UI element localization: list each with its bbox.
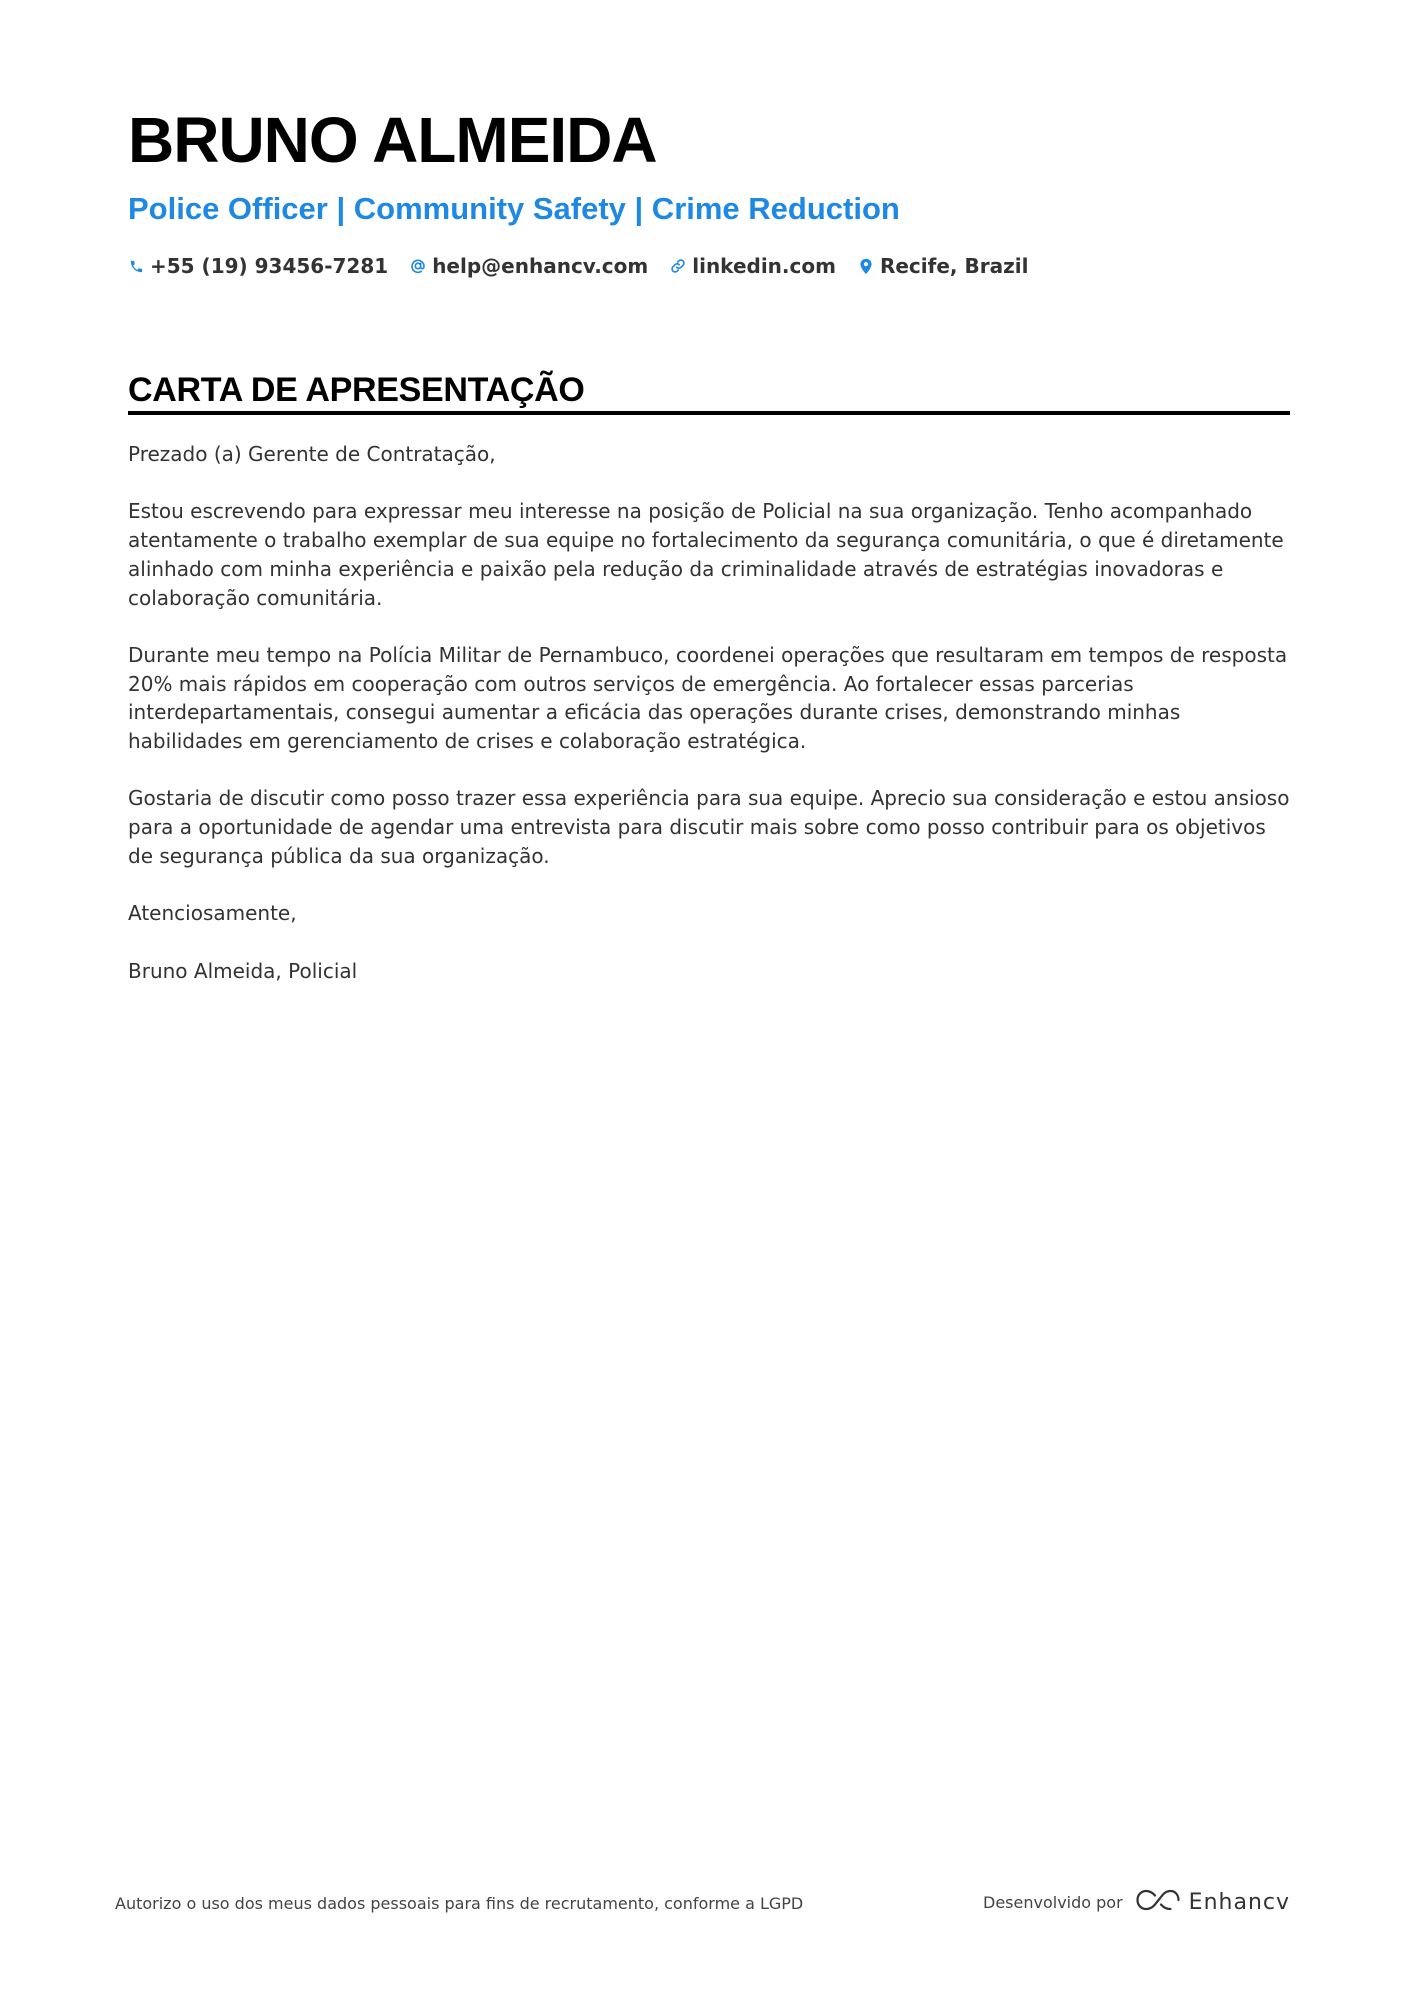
letter-paragraph: Durante meu tempo na Polícia Militar de Pernambuco, coordenei operações que resultaram em tempos de resposta 20% mais rápidos em cooperação com outros serviços de emergência. Ao fortalecer essas parcerias interdepartamentais, consegui aumentar a eficácia das operações durante crises, demonstrando minhas habilidades em gerenciamento de crises e colaboração estratégica. (128, 642, 1288, 753)
letter-greeting: Prezado (a) Gerente de Contratação, (128, 442, 496, 466)
powered-by[interactable] (983, 1888, 1290, 1917)
phone-icon (128, 257, 144, 275)
contact-phone-text: +55 (19) 93456-7281 (150, 254, 389, 278)
contact-email-text[interactable]: help@enhancv.com (432, 254, 649, 278)
letter-closing: Atenciosamente, (128, 901, 297, 926)
letter-paragraph: Estou escrevendo para expressar meu interesse na posição de Policial na sua organização. Tenho acompanhado atentamente o trabalho exemplar de sua equipe no fortalecimento da segurança comunitária, o que é diretamente alinhado com minha experiência e paixão pela redução da criminalidade através de estratégias inovadoras e colaboração comunitária. (128, 499, 1284, 610)
contact-location (858, 254, 1028, 278)
candidate-headline: Police Officer | Community Safety | Crime Reduction (128, 191, 900, 226)
contact-linkedin[interactable] (670, 254, 836, 278)
letter-signature: Bruno Almeida, Policial (128, 958, 358, 983)
letter-body (128, 440, 1290, 1014)
contact-location-text: Recife, Brazil (879, 254, 1029, 278)
contact-linkedin-text[interactable]: linkedin.com (692, 254, 836, 278)
brand-name: Enhancv (1188, 1890, 1290, 1915)
section-divider (128, 411, 1290, 415)
at-icon (410, 257, 426, 275)
enhancv-logo-icon (1135, 1888, 1181, 1917)
powered-by-label: Desenvolvido por (983, 1893, 1123, 1912)
section-title: CARTA DE APRESENTAÇÃO (128, 371, 585, 409)
link-icon (670, 257, 686, 275)
consent-note: Autorizo o uso dos meus dados pessoais para fins de recrutamento, conforme a LGPD (115, 1894, 804, 1913)
brand-logo[interactable] (1135, 1888, 1290, 1917)
candidate-name: BRUNO ALMEIDA (128, 104, 657, 176)
location-pin-icon (858, 257, 874, 275)
contact-phone (128, 254, 388, 278)
contact-bar (128, 254, 1028, 278)
letter-paragraph: Gostaria de discutir como posso trazer essa experiência para sua equipe. Aprecio sua consideração e estou ansioso para a oportunidade de agendar uma entrevista para discutir mais sobre como posso contribuir para os objetivos de segurança pública da sua organização. (128, 786, 1290, 868)
contact-email[interactable] (410, 254, 648, 278)
